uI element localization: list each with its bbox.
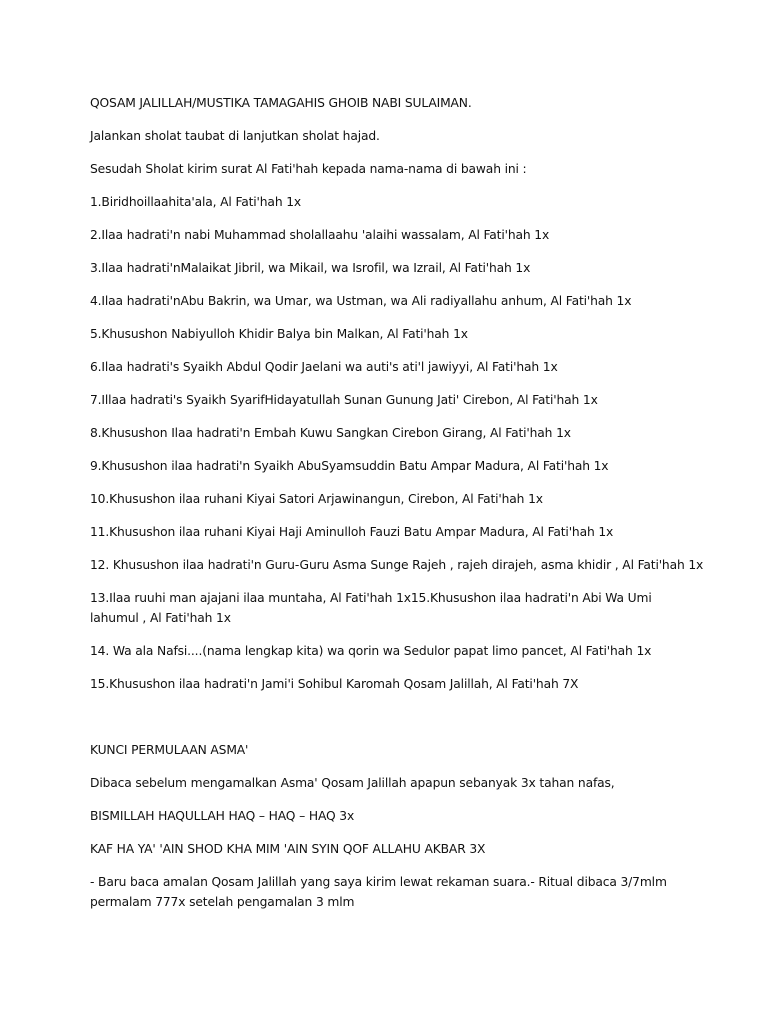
list-item: 10.Khusushon ilaa ruhani Kiyai Satori Arjawinangun, Cirebon, Al Fati'hah 1x: [90, 492, 543, 506]
list-item: 13.Ilaa ruuhi man ajajani ilaa muntaha, Al Fati'hah 1x15.Khusushon ilaa hadrati'n Abi Wa Umi lahumul , Al Fati'hah 1x: [90, 591, 652, 625]
kaf-line: KAF HA YA' 'AIN SHOD KHA MIM 'AIN SYIN QOF ALLAHU AKBAR 3X: [90, 842, 486, 856]
list-item: 11.Khusushon ilaa ruhani Kiyai Haji Aminulloh Fauzi Batu Ampar Madura, Al Fati'hah 1x: [90, 525, 614, 539]
list-item: 5.Khusushon Nabiyulloh Khidir Balya bin Malkan, Al Fati'hah 1x: [90, 327, 468, 341]
closing-note: - Baru baca amalan Qosam Jalillah yang saya kirim lewat rekaman suara.- Ritual dibaca 3/7mlm permalam 777x setelah pengamalan 3 mlm: [90, 875, 667, 909]
list-item: 6.Ilaa hadrati's Syaikh Abdul Qodir Jaelani wa auti's ati'l jawiyyi, Al Fati'hah 1x: [90, 360, 558, 374]
list-item: 8.Khusushon Ilaa hadrati'n Embah Kuwu Sangkan Cirebon Girang, Al Fati'hah 1x: [90, 426, 571, 440]
list-item: 1.Biridhoillaahita'ala, Al Fati'hah 1x: [90, 195, 302, 209]
list-item: 12. Khusushon ilaa hadrati'n Guru-Guru Asma Sunge Rajeh , rajeh dirajeh, asma khidir , Al Fati'hah 1x: [90, 558, 704, 572]
list-item: 14. Wa ala Nafsi....(nama lengkap kita) wa qorin wa Sedulor papat limo pancet, Al Fati'hah 1x: [90, 644, 652, 658]
list-item: 3.Ilaa hadrati'nMalaikat Jibril, wa Mikail, wa Isrofil, wa Izrail, Al Fati'hah 1x: [90, 261, 531, 275]
section-heading: KUNCI PERMULAAN ASMA': [90, 743, 249, 757]
list-item: 4.Ilaa hadrati'nAbu Bakrin, wa Umar, wa Ustman, wa Ali radiyallahu anhum, Al Fati'hah 1x: [90, 294, 632, 308]
intro-line-2: Sesudah Sholat kirim surat Al Fati'hah kepada nama-nama di bawah ini :: [90, 162, 527, 176]
intro-line-1: Jalankan sholat taubat di lanjutkan sholat hajad.: [90, 129, 380, 143]
list-item: 15.Khusushon ilaa hadrati'n Jami'i Sohibul Karomah Qosam Jalillah, Al Fati'hah 7X: [90, 677, 579, 691]
bismillah-line: BISMILLAH HAQULLAH HAQ – HAQ – HAQ 3x: [90, 809, 355, 823]
section-text: Dibaca sebelum mengamalkan Asma' Qosam Jalillah apapun sebanyak 3x tahan nafas,: [90, 776, 615, 790]
list-item: 2.Ilaa hadrati'n nabi Muhammad sholallaahu 'alaihi wassalam, Al Fati'hah 1x: [90, 228, 550, 242]
list-item: 7.Illaa hadrati's Syaikh SyarifHidayatullah Sunan Gunung Jati' Cirebon, Al Fati'hah 1x: [90, 393, 598, 407]
document-title: QOSAM JALILLAH/MUSTIKA TAMAGAHIS GHOIB NABI SULAIMAN.: [90, 96, 472, 110]
list-item: 9.Khusushon ilaa hadrati'n Syaikh AbuSyamsuddin Batu Ampar Madura, Al Fati'hah 1x: [90, 459, 609, 473]
